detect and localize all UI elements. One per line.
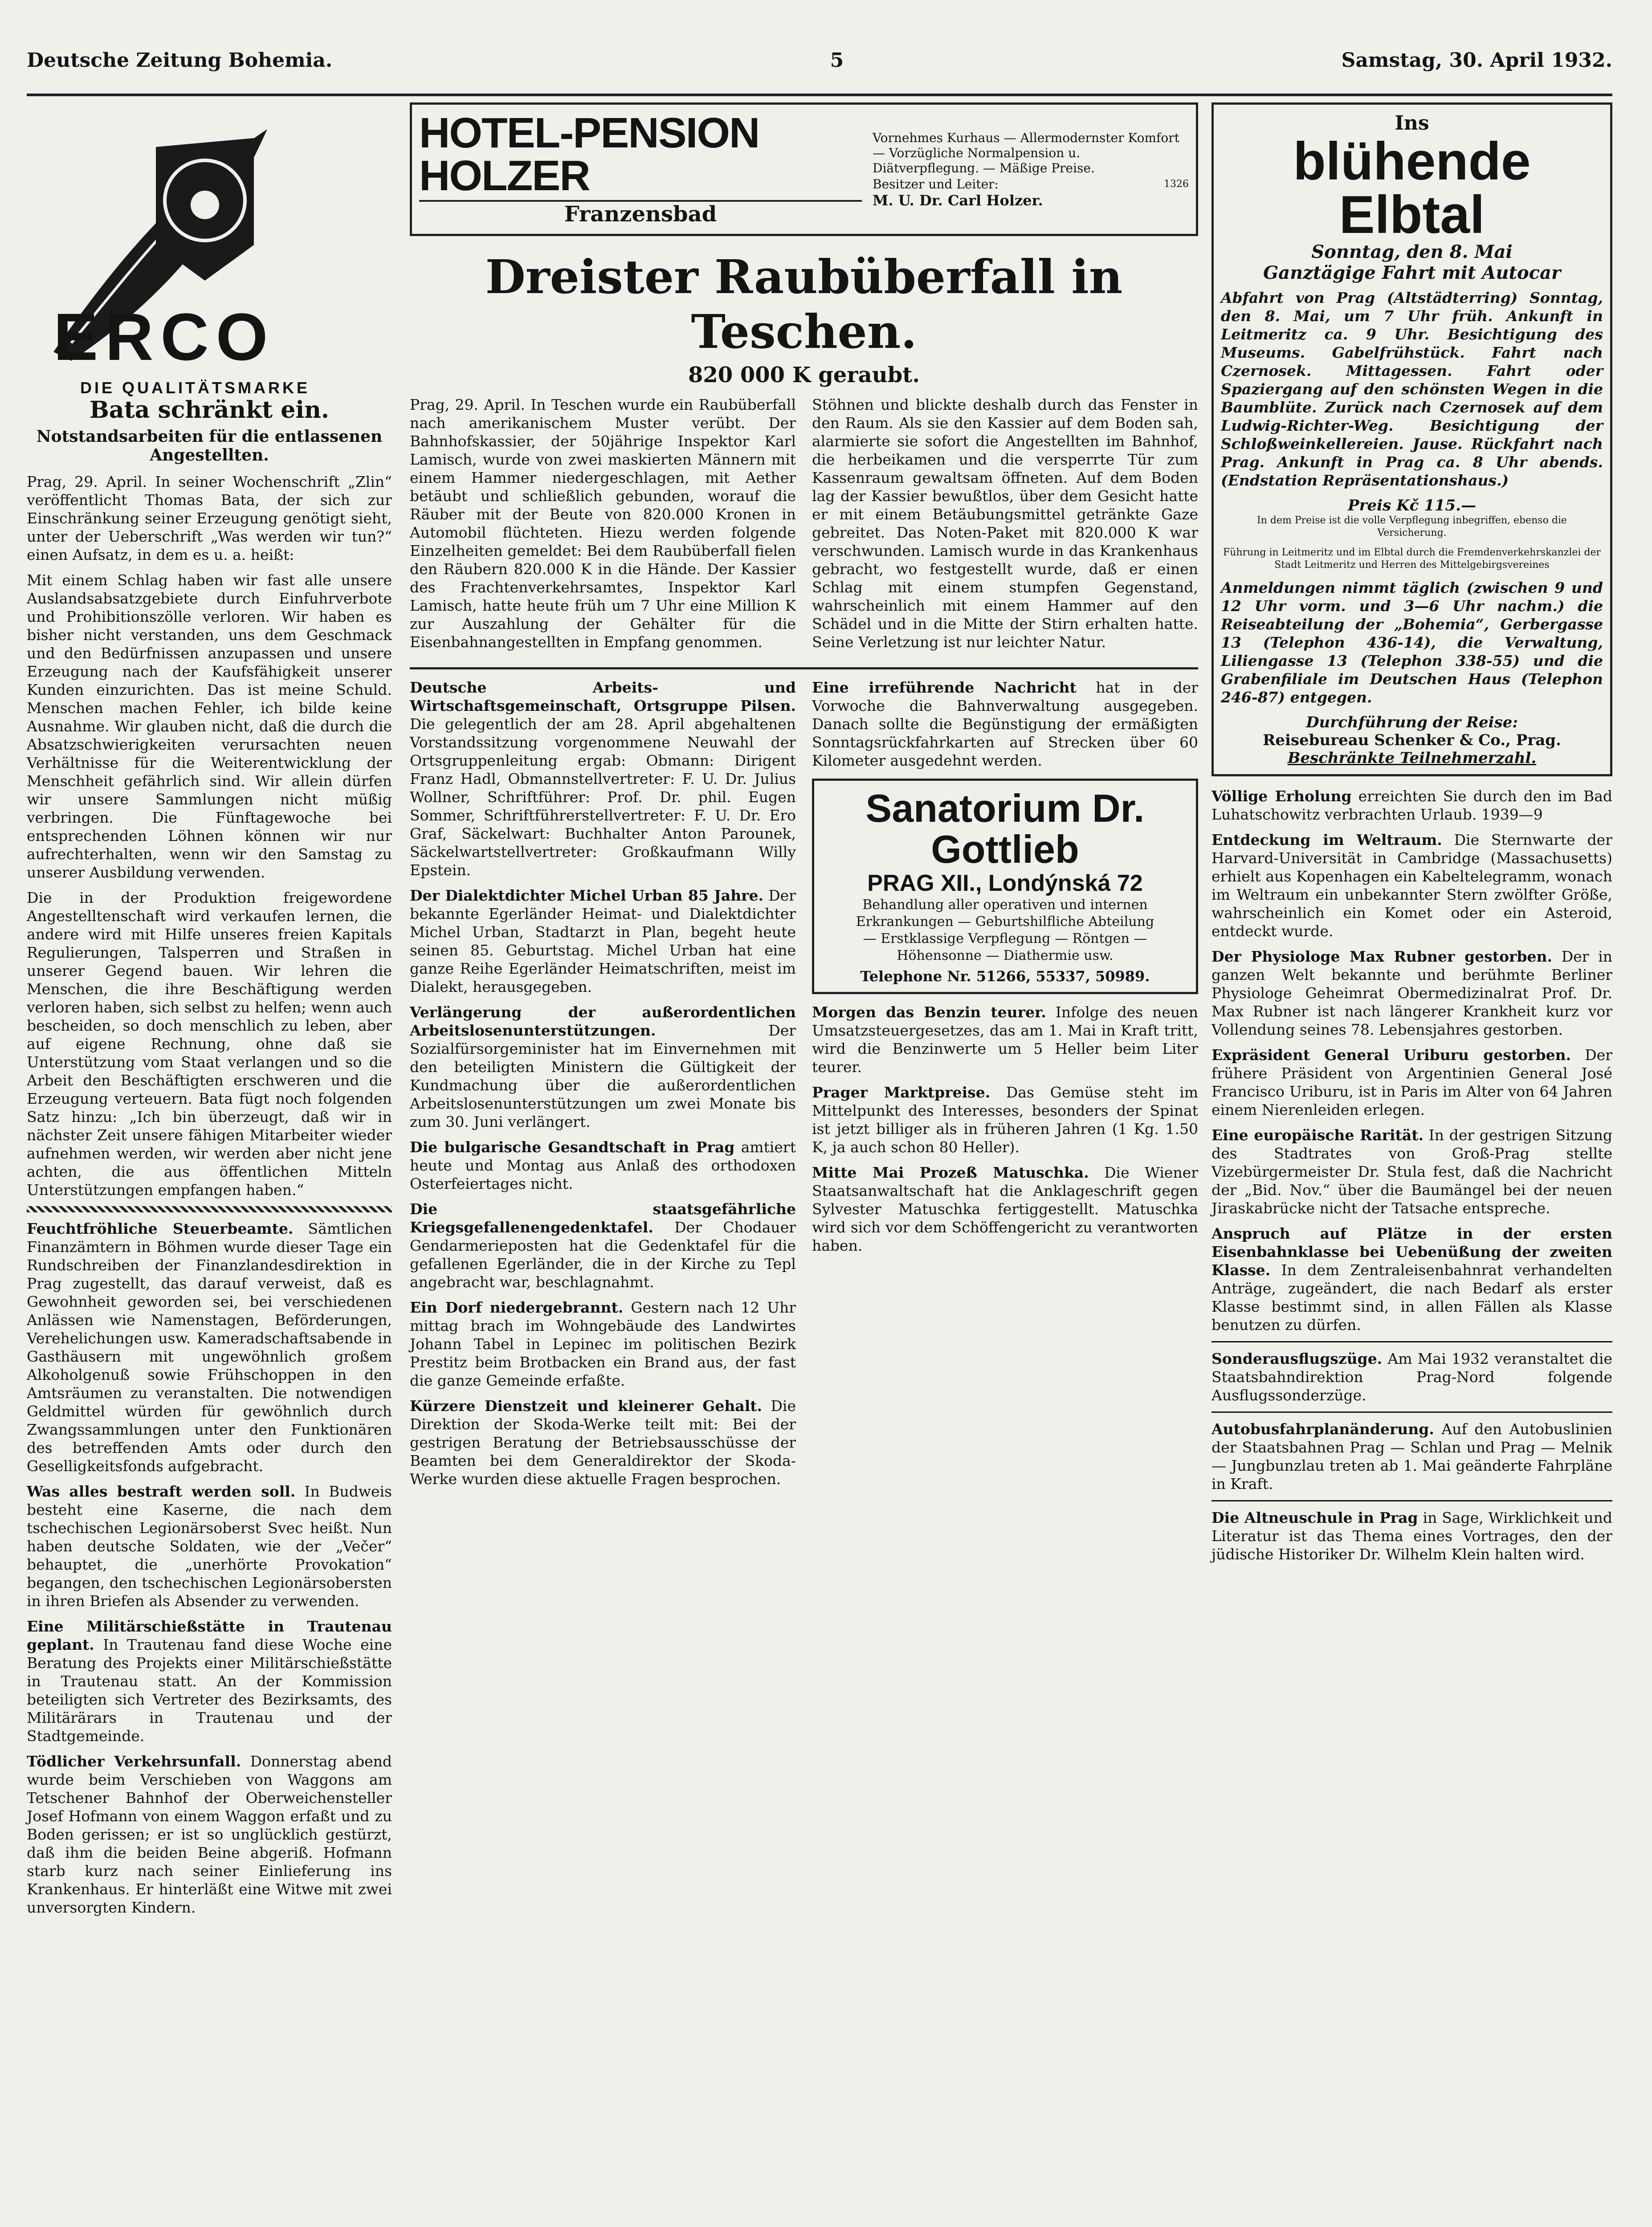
news-item: Sonderausflugszüge. Am Mai 1932 veranstaltet die Staatsbahndirektion Prag-Nord folgende Ausflugssonderzüge. [1211, 1350, 1612, 1404]
news-item: Ein Dorf niedergebrannt. Gestern nach 12 Uhr mittag brach im Wohngebäude des Landwirtes Johann Tabel in Lepinec im politischen Bezirk Prestitz beim Brotbacken ein Brand aus, der fast die ganze Gemeinde erfaßte. [410, 1299, 796, 1389]
news-item: Prager Marktpreise. Das Gemüse steht im Mittelpunkt des Interesses, besonders der Spinat ist jetzt billiger als in früheren Jahren (1 Kg. 1.50 K, ja auch schon 80 Heller). [812, 1084, 1198, 1156]
bata-subtitle: Notstandsarbeiten für die entlassenen Angestellten. [36, 427, 383, 465]
elbtal-limit: Beschränkte Teilnehmerzahl. [1287, 749, 1537, 767]
elbtal-ad [1211, 102, 1612, 776]
news-item: Der Physiologe Max Rubner gestorben. Der in ganzen Welt bekannte und berühmte Berliner Physiologe Geheimrat Obermedizinalrat Prof. Dr. Max Rubner ist nach längerer Krankheit kurz vor Vollendung seines 78. Lebensjahres gestorben. [1211, 948, 1612, 1038]
page-number: 5 [830, 49, 844, 72]
elbtal-note: In dem Preise ist die volle Verpflegung inbegriffen, ebenso die Versicherung. [1257, 515, 1567, 538]
column-1 [27, 102, 392, 1924]
masthead [27, 27, 1612, 96]
news-item: Die Altneuschule in Prag in Sage, Wirklichkeit und Literatur ist das Thema eines Vortrages, den der jüdische Historiker Dr. Wilhelm Klein halten wird. [1211, 1509, 1612, 1563]
news-item: Deutsche Arbeits- und Wirtschaftsgemeinschaft, Ortsgruppe Pilsen. Die gelegentlich der am 28. April abgehaltenen Vorstandssitzung vorgenommene Neuwahl der Ortsgruppenleitung ergab: Obmann: Dirigent Franz Hadl, Obmannstellvertreter: F. U. Dr. Julius Wollner, Schriftführer: Prof. Dr. phil. Eugen Sommer, Schriftführerstellvertreter: F. U. Dr. Ero Graf, Säckelwart: Buchhalter Anton Parounek, Säckelwartstellvertreter: Großkaufmann Willy Epstein. [410, 679, 796, 879]
sanatorium-line: — Erstklassige Verpflegung — Röntgen — [863, 931, 1147, 946]
divider [1211, 1411, 1612, 1413]
center-top [410, 102, 1198, 1495]
elbtal-trip: Ganztägige Fahrt mit Autocar [1263, 262, 1561, 283]
bata-p3: Die in der Produktion freigewordene Angestelltenschaft wird verkaufen lernen, die andere wird mit Hilfe unseres freien Kapitals Regulierungen, Talsperren und Straßen in unserer Gegend bauen. Wir lehren die Menschen, die ihre Beschäftigung werden verloren haben, sich selbst zu helfen; wenn auch bescheiden, so doch menschlich zu leben, aber auf eigene Rechnung, ohne daß sie Unterstützung vom Staat verlangen und so die Arbeit den Beschäftigten erschweren und die Erzeugung verteuern. Bata fügt noch folgenden Satz hinzu: „Ich bin überzeugt, daß wir in nächster Zeit unsere fähigen Mitarbeiter wieder aufnehmen werden, wir werden aber nicht jene achten, die aus öffentlichen Mitteln Unterstützungen empfangen haben.“ [27, 889, 392, 1199]
news-item: Mitte Mai Prozeß Matuschka. Die Wiener Staatsanwaltschaft hat die Anklageschrift gegen Sylvester Matuschka fertiggestellt. Matuschka wird sich vor dem Schöffengericht zu verantworten haben. [812, 1164, 1198, 1254]
news-item: Morgen das Benzin teurer. Infolge des neuen Umsatzsteuergesetzes, das am 1. Mai in Kraft tritt, wird die Benzinwerte um 5 Heller beim Liter teurer. [812, 1003, 1198, 1076]
elbtal-registration: Anmeldungen nimmt täglich (zwischen 9 und 12 Uhr vorm. und 3—6 Uhr nachm.) die Reiseabteilung der „Bohemia“, Gerbergasse 13 (Telephon 436-14), die Verwaltung, Liliengasse 13 (Telephon 338-55) und die Grabenfiliale im Deutschen Haus (Telephon 246-87) entgegen. [1221, 579, 1603, 706]
column-4-news [1211, 787, 1612, 1563]
news-item: Autobusfahrplanänderung. Auf den Autobuslinien der Staatsbahnen Prag — Schlan und Prag — Melnik — Jungbunzlau treten ab 1. Mai geänderte Fahrpläne in Kraft. [1211, 1420, 1612, 1493]
bata-p1: Prag, 29. April. In seiner Wochenschrift „Zlin“ veröffentlicht Thomas Bata, der sich zur Einschränkung seiner Erzeugung genötigt sieht, unter der Ueberschrift „Was werden wir tun?“ einen Aufsatz, in dem es u. a. heißt: [27, 473, 392, 563]
raub-right: Stöhnen und blickte deshalb durch das Fenster in den Raum. Als sie den Kassier auf dem Boden sah, alarmierte sie sofort die Angestellten im Bahnhof, die herbeikamen und die versperrte Tür zum Kassenraum gewaltsam öffneten. Auf dem Boden lag der Kassier bewußtlos, über dem Gesicht hatte er mit einem Betäubungsmittel getränkte Gaze gebreitet. Das Noten-Paket mit 820.000 K war verschwunden. Lamisch wurde in das Krankenhaus gebracht, wo festgestellt wurde, daß er einen Schlag mit einem stumpfen Gegenstand, wahrscheinlich mit einem Hammer auf den Schädel und in die Mitte der Stirn erhalten hatte. Seine Verletzung ist nur leichter Natur. [812, 396, 1198, 651]
elbtal-organizer-label: Durchführung der Reise: [1306, 714, 1518, 731]
issue-date: Samstag, 30. April 1932. [1341, 49, 1612, 72]
news-item: Kürzere Dienstzeit und kleinerer Gehalt. Die Direktion der Skoda-Werke teilt mit: Bei der gestrigen Beratung der Betriebsausschüsse der Beamten bei dem Generaldirektor der Skoda-Werke wurden diese aktuelle Fragen besprochen. [410, 1397, 796, 1488]
paper-name: Deutsche Zeitung Bohemia. [27, 49, 333, 72]
news-item: Was alles bestraft werden soll. In Budweis besteht eine Kaserne, die nach dem tschechischen Legionärsoberst Svec heißt. Nun haben deutsche Soldaten, wie der „Večer“ behauptet, die „unerhörte Provokation“ begangen, den tschechischen Legionärsobersten in ihren Briefen als Absender zu verwenden. [27, 1483, 392, 1610]
newspaper-page [27, 27, 1612, 2227]
news-item: Völlige Erholung erreichten Sie durch den im Bad Luhatschowitz verbrachten Urlaub. 1939—9 [1211, 787, 1613, 823]
news-item: Eine irreführende Nachricht hat in der Vorwoche die Bahnverwaltung ausgegeben. Danach sollte die Begünstigung der ermäßigten Sonntagsrückfahrkarten auf Strecken über 60 Kilometer ausgedehnt werden. [812, 679, 1198, 769]
hotel-town: Franzensbad [419, 200, 862, 227]
column-4 [1211, 102, 1612, 1570]
divider [1211, 1341, 1612, 1342]
elbtal-top: Ins [1395, 112, 1429, 135]
lower-columns [410, 678, 1198, 1495]
hotel-details: Vornehmes Kurhaus — Allermodernster Komfort — Vorzügliche Normalpension u. Diätverpflegung. — Mäßige Preise. Besitzer und Leiter: 1326 M. U. Dr. Carl Holzer. [873, 131, 1189, 209]
elbtal-title: blühende Elbtal [1293, 131, 1531, 245]
elbtal-price: Preis Kč 115.— [1348, 497, 1476, 514]
news-item: Anspruch auf Plätze in der ersten Eisenbahnklasse bei Uebenüßung der zweiten Klasse. In dem Zentraleisenbahnrat verhandelten Anträge, zugeändert, die nach Bedarf als erster Klasse bestimmt sind, in allen Fällen als Klasse benutzen zu dürfen. [1211, 1225, 1612, 1334]
sanatorium-ad [812, 779, 1198, 994]
divider [1211, 1500, 1612, 1501]
sanatorium-line: Höhensonne — Diathermie usw. [897, 948, 1114, 963]
sanatorium-name: Sanatorium Dr. Gottlieb [865, 786, 1145, 871]
divider [410, 667, 1198, 669]
bata-title: Bata schränkt ein. [89, 396, 329, 424]
news-item: Eine Militärschießstätte in Trautenau geplant. In Trautenau fand diese Woche eine Beratung des Projekts einer Militärschießstätte in Trautenau statt. An der Kommission beteiligten sich Vertreter des Bezirksamts, des Militärärars in Trautenau und der Stadtgemeinde. [27, 1618, 392, 1745]
sanatorium-telephone: Telephone Nr. 51266, 55337, 50989. [860, 968, 1150, 985]
news-item: Die staatsgefährliche Kriegsgefallenengedenktafel. Der Chodauer Gendarmerieposten hat die Gedenktafel für die gefallenen Egerländer, die in der Kirche zu Tepl angebracht war, beschlagnahmt. [410, 1200, 796, 1291]
news-item: Verlängerung der außerordentlichen Arbeitslosenunterstützungen. Der Sozialfürsorgeminister hat im Einvernehmen mit den beteiligten Ministern die Gültigkeit der Kundmachung über die außerordentlichen Arbeitslosenunterstützungen um zwei Monate bis zum 30. Juni verlängert. [410, 1003, 796, 1130]
news-item: Expräsident General Uriburu gestorben. Der frühere Präsident von Argentinien General José Francisco Uriburu, ist in Paris im Alter von 64 Jahren einem Nierenleiden erlegen. [1211, 1046, 1612, 1118]
raub-subtitle: 820 000 K geraubt. [688, 363, 920, 387]
elbtal-date: Sonntag, den 8. Mai [1311, 241, 1513, 262]
news-item: Die bulgarische Gesandtschaft in Prag amtiert heute und Montag aus Anlaß des orthodoxen Osterfeiertages nicht. [410, 1138, 796, 1192]
news-item: Feuchtfröhliche Steuerbeamte. Sämtlichen Finanzämtern in Böhmen wurde dieser Tage ein Rundschreiben der Finanzlandesdirektion in Prag zugestellt, das darauf verweist, daß es Gewohnheit geworden sei, bei verschiedenen Anlässen wie Namenstagen, Beförderungen, Verehelichungen usw. Kameradschaftsabende in Gasthäusern mit ungewöhnlich großem Alkoholgenuß sowie Frühschoppen in den Amtsräumen zu veranstalten. Die notwendigen Geldmittel würden für gewöhnlich durch Zwangssammlungen unter den Funktionären des betreffenden Amts oder durch den Geselligkeitsfonds aufgebracht. [27, 1220, 392, 1475]
raub-title: Dreister Raubüberfall in Teschen. [485, 249, 1123, 359]
elbtal-guide: Führung in Leitmeritz und im Elbtal durch die Fremdenverkehrskanzlei der Stadt Leitmeritz und Herren des Mittelgebirgsvereines [1223, 547, 1601, 571]
hotel-ad [410, 102, 1198, 236]
sanatorium-line: Behandlung aller operativen und internen Erkrankungen — Geburtshilfliche Abteilung [856, 897, 1154, 930]
elbtal-details: Abfahrt von Prag (Altstädterring) Sonntag, den 8. Mai, um 7 Uhr früh. Ankunft in Leitmeritz ca. 9 Uhr. Besichtigung des Museums. Gabelfrühstück. Fahrt nach Czernosek. Mittagessen. Fahrt oder Spaziergang auf den schönsten Wegen in die Baumblüte. Zurück nach Czernosek auf dem Ludwig-Richter-Weg. Besichtigung der Schloßweinkellereien. Jause. Rückfahrt nach Prag. Ankunft in Prag ca. 8 Uhr abends. (Endstation Repräsentationshaus.) [1221, 289, 1603, 489]
column-2 [410, 678, 796, 1495]
erco-tagline: DIE QUALITÄTSMARKE [80, 379, 310, 397]
news-item: Tödlicher Verkehrsunfall. Donnerstag abend wurde beim Verschieben von Waggons am Tetschener Bahnhof der Oberweichensteller Josef Hofmann von einem Waggon erfaßt und zu Boden gerissen; er ist so unglücklich gestürzt, daß ihm die beiden Beine abgeriß. Hofmann starb kurz nach seiner Einlieferung ins Krankenhaus. Er hinterläßt eine Witwe mit zwei unversorgten Kindern. [27, 1753, 392, 1916]
erco-brand: ERCO [53, 299, 275, 374]
hotel-name: HOTEL-PENSION HOLZER [419, 109, 759, 200]
raub-body [410, 396, 1198, 658]
erco-ad [27, 102, 392, 397]
divider [27, 1206, 392, 1212]
news-item: Entdeckung im Weltraum. Die Sternwarte der Harvard-Universität in Cambridge (Massachusetts) erhielt aus Kopenhagen ein Kabeltelegramm, wonach im Weltraum ein unbekannter Stern zwölfter Größe, wahrscheinlich ein Komet oder ein Asteroid, entdeckt wurde. [1211, 831, 1612, 940]
bata-p2: Mit einem Schlag haben wir fast alle unsere Auslandsabsatzgebiete durch Einfuhrverbote und Prohibitionszölle verloren. Wir haben es bisher nicht verstanden, uns dem Geschmack und den Bedürfnissen anzupassen und unsere Erzeugung nach der Kaufsfähigkeit unserer Kunden einzurichten. Das ist meine Schuld. Menschen machen Fehler, ich bilde keine Ausnahme. Wir glauben nicht, daß die durch die Absatzschwierigkeiten verursachten neuen Verhältnisse für die Weiterentwicklung der Menschheit gefährlich sind. Wir allein dürfen wir unsere Sammlungen nicht müßig verbringen. Die Fünftagewoche bei entsprechenden Löhnen können wir nur aufrechterhalten, wenn wir den Samstag zu unserer Ausbildung verwenden. [27, 571, 392, 881]
sanatorium-address: PRAG XII., Londýnská 72 [867, 870, 1143, 896]
column-3 [812, 678, 1198, 1495]
elbtal-organizer: Reisebureau Schenker & Co., Prag. [1263, 731, 1561, 749]
news-item: Eine europäische Rarität. In der gestrigen Sitzung des Stadtrates von Groß-Prag stellte Vizebürgermeister Dr. Stula fest, daß die Nachricht der „Bid. Nov.“ über die Baumängel bei der neuen Jiraskabrücke nicht der Tatsache entspreche. [1211, 1126, 1612, 1217]
news-item: Der Dialektdichter Michel Urban 85 Jahre. Der bekannte Egerländer Heimat- und Dialektdichter Michel Urban, Stadtarzt in Plan, begeht heute seinen 85. Geburtstag. Michel Urban hat eine ganze Reihe Egerländer Heimatschriften, meist im Dialekt, herausgegeben. [410, 887, 796, 995]
raub-left: Prag, 29. April. In Teschen wurde ein Raubüberfall nach amerikanischem Muster verübt. Der Bahnhofskassier, der 50jährige Inspektor Karl Lamisch, wurde von zwei maskierten Männern mit einem Hammer niedergeschlagen, mit Aether betäubt und schließlich gebunden, worauf die Räuber mit der Beute von 820.000 Kronen in Automobil flüchteten. Hiezu werden folgende Einzelheiten gemeldet: Bei dem Raubüberfall fielen den Räubern 820.000 K in die Hände. Der Kassier des Frachtenverkehrsamtes, Inspektor Karl Lamisch, hatte heute früh um 7 Uhr eine Million K zur Auszahlung der Gehälter für die Eisenbahnangestellten in Empfang genommen. [410, 396, 796, 651]
